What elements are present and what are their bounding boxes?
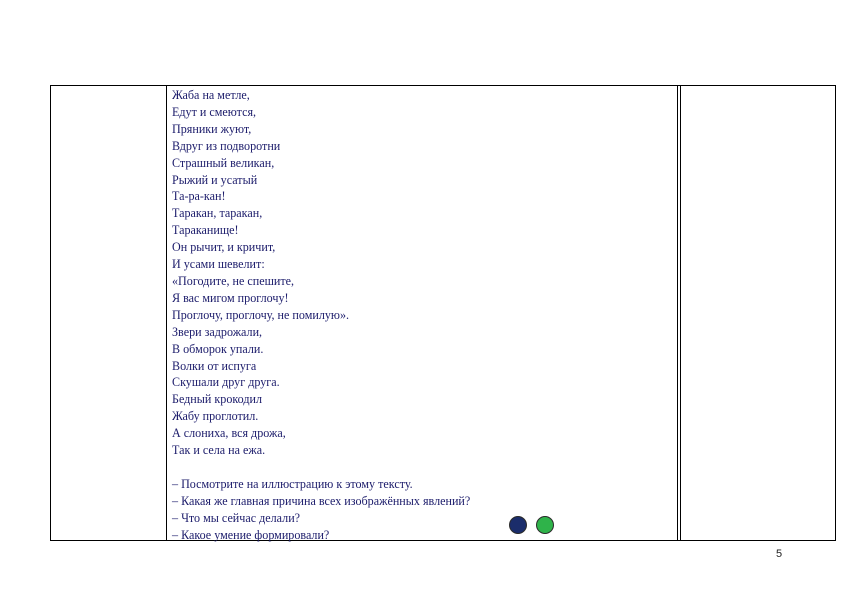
question-line: – Какая же главная причина всех изображённых явлений?	[172, 493, 471, 508]
poem-line: Он рычит, и кричит,	[172, 240, 276, 255]
page-number: 5	[776, 548, 783, 560]
column-divider-right-inner	[677, 86, 678, 540]
poem-line: Вдруг из подворотни	[172, 138, 281, 153]
poem-line: Так и села на ежа.	[172, 443, 266, 458]
poem-line: Жаба на метле,	[172, 88, 250, 102]
poem-line: Волки от испуга	[172, 358, 257, 373]
poem-line: Страшный великан,	[172, 155, 275, 170]
column-divider-left	[166, 86, 167, 540]
poem-line: «Погодите, не спешите,	[172, 273, 295, 288]
lesson-text-column	[172, 87, 672, 543]
paragraph-gap	[172, 459, 672, 476]
poem-line: И усами шевелит:	[172, 257, 265, 272]
poem-line: Едут и смеются,	[172, 104, 257, 119]
poem-line: Жабу проглотил.	[172, 409, 259, 424]
poem-line: Тараканище!	[172, 223, 239, 238]
poem-line: А слониха, вся дрожа,	[172, 426, 286, 441]
question-line: – Какое умение формировали?	[172, 527, 330, 542]
poem-line: Проглочу, проглочу, не помилую».	[172, 307, 350, 322]
poem-line: Та-ра-кан!	[172, 189, 226, 204]
poem-line: В обморок упали.	[172, 341, 264, 356]
green-circle-indicator	[536, 516, 554, 534]
poem-line: Пряники жуют,	[172, 121, 252, 136]
poem-line: Звери задрожали,	[172, 324, 263, 339]
lesson-table	[50, 85, 836, 541]
poem-line: Бедный крокодил	[172, 392, 262, 407]
poem-line: Я вас мигом проглочу!	[172, 290, 289, 305]
question-line: – Что мы сейчас делали?	[172, 510, 301, 525]
blue-circle-indicator	[509, 516, 527, 534]
poem-line: Рыжий и усатый	[172, 172, 258, 187]
poem-line: Таракан, таракан,	[172, 206, 263, 221]
column-divider-right-outer	[680, 86, 681, 540]
question-line: – Посмотрите на иллюстрацию к этому тексту.	[172, 476, 413, 491]
poem-line: Скушали друг друга.	[172, 375, 280, 390]
